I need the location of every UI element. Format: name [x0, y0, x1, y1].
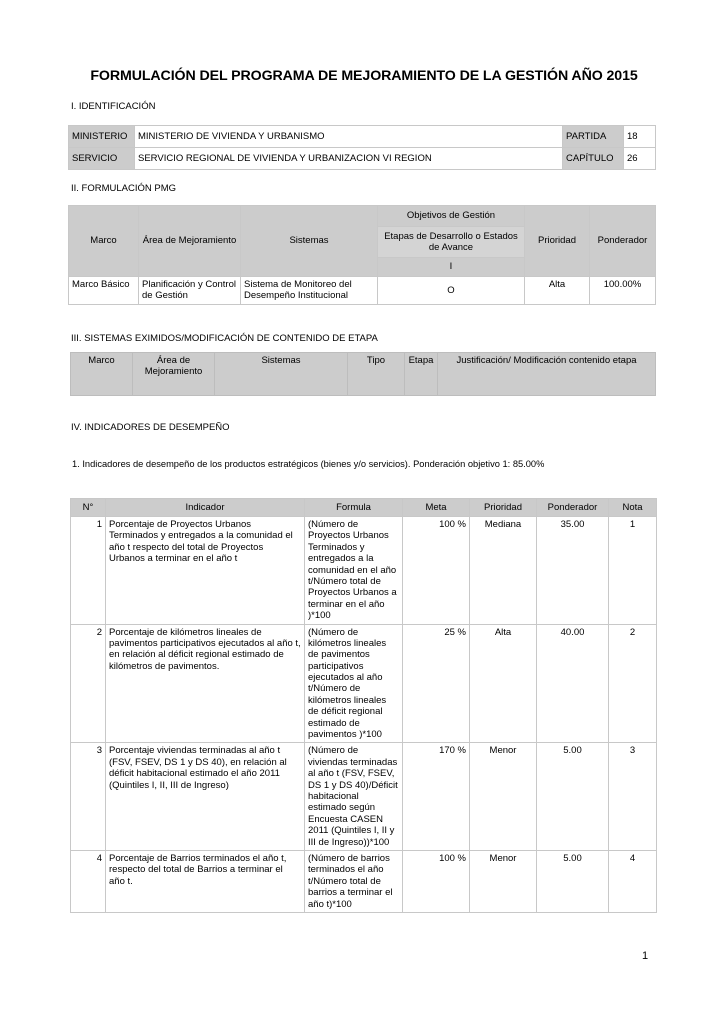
section-indicadores: IV. INDICADORES DE DESEMPEÑO	[71, 422, 230, 433]
ind-n: 4	[71, 850, 106, 912]
ind-prioridad: Menor	[470, 743, 537, 851]
ind-header-meta: Meta	[403, 499, 470, 517]
table-row	[71, 743, 657, 851]
table-row	[71, 850, 657, 912]
indicadores-subtitle: 1. Indicadores de desempeño de los productos estratégicos (bienes y/o servicios). Ponderación objetivo 1: 85.00%	[72, 459, 545, 469]
pmg-ponderador: 100.00%	[590, 277, 656, 305]
ind-nota: 3	[609, 743, 657, 851]
ind-ponderador: 5.00	[537, 743, 609, 851]
ind-formula: (Número de kilómetros lineales de pavimentos participativos ejecutados al año t/Número de kilómetros lineales de déficit regional estimado de pavimentos )*100	[305, 624, 403, 743]
ind-n: 1	[71, 517, 106, 625]
header-etapas: Etapas de Desarrollo o Estados de Avance	[378, 227, 525, 258]
ind-prioridad: Alta	[470, 624, 537, 743]
table-row	[71, 499, 657, 517]
table-row	[69, 277, 656, 305]
ind-header-n: N°	[71, 499, 106, 517]
section-identificacion: I. IDENTIFICACIÓN	[71, 101, 156, 112]
partida-label: PARTIDA	[563, 126, 624, 148]
ind-ponderador: 40.00	[537, 624, 609, 743]
ind-header-nota: Nota	[609, 499, 657, 517]
ind-header-ponderador: Ponderador	[537, 499, 609, 517]
exim-header-marco: Marco	[71, 353, 133, 396]
ind-ponderador: 5.00	[537, 850, 609, 912]
pmg-area: Planificación y Control de Gestión	[139, 277, 241, 305]
header-area: Área de Mejoramiento	[139, 206, 241, 277]
ind-meta: 100 %	[403, 850, 470, 912]
ind-formula: (Número de barrios terminados el año t/Número total de barrios a terminar el año t)*100	[305, 850, 403, 912]
header-prioridad: Prioridad	[525, 206, 590, 277]
table-row	[71, 624, 657, 743]
ind-header-formula: Formula	[305, 499, 403, 517]
header-etapa-i: I	[378, 258, 525, 277]
pmg-marco: Marco Básico	[69, 277, 139, 305]
ind-indicador: Porcentaje de Proyectos Urbanos Terminados y entregados a la comunidad el año t respecto del total de Proyectos Urbanos a terminar en el año t	[106, 517, 305, 625]
pmg-sistemas: Sistema de Monitoreo del Desempeño Institucional	[241, 277, 378, 305]
ind-ponderador: 35.00	[537, 517, 609, 625]
exim-header-etapa: Etapa	[405, 353, 438, 396]
eximidos-table	[70, 352, 656, 396]
pmg-prioridad: Alta	[525, 277, 590, 305]
ind-indicador: Porcentaje de Barrios terminados el año t, respecto del total de Barrios a terminar el año t.	[106, 850, 305, 912]
partida-value: 18	[624, 126, 656, 148]
page-number: 1	[642, 950, 649, 962]
table-row	[71, 353, 656, 396]
ind-n: 3	[71, 743, 106, 851]
header-ponderador: Ponderador	[590, 206, 656, 277]
ind-header-indicador: Indicador	[106, 499, 305, 517]
indicadores-table	[70, 498, 657, 913]
pmg-etapa: O	[378, 277, 525, 305]
header-sistemas: Sistemas	[241, 206, 378, 277]
section-formulacion-pmg: II. FORMULACIÓN PMG	[71, 183, 177, 194]
ministerio-label: MINISTERIO	[69, 126, 135, 148]
ind-meta: 100 %	[403, 517, 470, 625]
servicio-label: SERVICIO	[69, 148, 135, 170]
capitulo-label: CAPÍTULO	[563, 148, 624, 170]
ind-header-prioridad: Prioridad	[470, 499, 537, 517]
exim-header-area: Área de Mejoramiento	[133, 353, 215, 396]
ind-nota: 1	[609, 517, 657, 625]
ind-indicador: Porcentaje viviendas terminadas al año t (FSV, FSEV, DS 1 y DS 40), en relación al déficit habitacional estimado el año 2011 (Quintiles I, II, III de Ingreso)	[106, 743, 305, 851]
table-row	[69, 126, 656, 148]
identificacion-table	[68, 125, 656, 170]
header-marco: Marco	[69, 206, 139, 277]
ind-prioridad: Menor	[470, 850, 537, 912]
table-row	[69, 206, 656, 227]
ind-prioridad: Mediana	[470, 517, 537, 625]
header-objetivos: Objetivos de Gestión	[378, 206, 525, 227]
ind-meta: 25 %	[403, 624, 470, 743]
ind-nota: 4	[609, 850, 657, 912]
exim-header-justificacion: Justificación/ Modificación contenido etapa	[438, 353, 656, 396]
ind-meta: 170 %	[403, 743, 470, 851]
exim-header-sistemas: Sistemas	[215, 353, 348, 396]
capitulo-value: 26	[624, 148, 656, 170]
ind-nota: 2	[609, 624, 657, 743]
ind-n: 2	[71, 624, 106, 743]
table-row	[69, 148, 656, 170]
ind-indicador: Porcentaje de kilómetros lineales de pavimentos participativos ejecutados al año t, en relación al déficit regional estimado de kilómetros de pavimentos.	[106, 624, 305, 743]
ministerio-value: MINISTERIO DE VIVIENDA Y URBANISMO	[135, 126, 563, 148]
pmg-table	[68, 205, 656, 305]
exim-header-tipo: Tipo	[348, 353, 405, 396]
table-row	[71, 517, 657, 625]
document-title: FORMULACIÓN DEL PROGRAMA DE MEJORAMIENTO DE LA GESTIÓN AÑO 2015	[90, 68, 638, 84]
section-sistemas-eximidos: III. SISTEMAS EXIMIDOS/MODIFICACIÓN DE CONTENIDO DE ETAPA	[71, 333, 378, 344]
servicio-value: SERVICIO REGIONAL DE VIVIENDA Y URBANIZACION VI REGION	[135, 148, 563, 170]
ind-formula: (Número de Proyectos Urbanos Terminados y entregados a la comunidad en el año t/Número total de Proyectos Urbanos a terminar en el año )*100	[305, 517, 403, 625]
ind-formula: (Número de viviendas terminadas al año t (FSV, FSEV, DS 1 y DS 40)/Déficit habitacional estimado según Encuesta CASEN 2011 (Quintiles I, II y III de Ingreso))*100	[305, 743, 403, 851]
